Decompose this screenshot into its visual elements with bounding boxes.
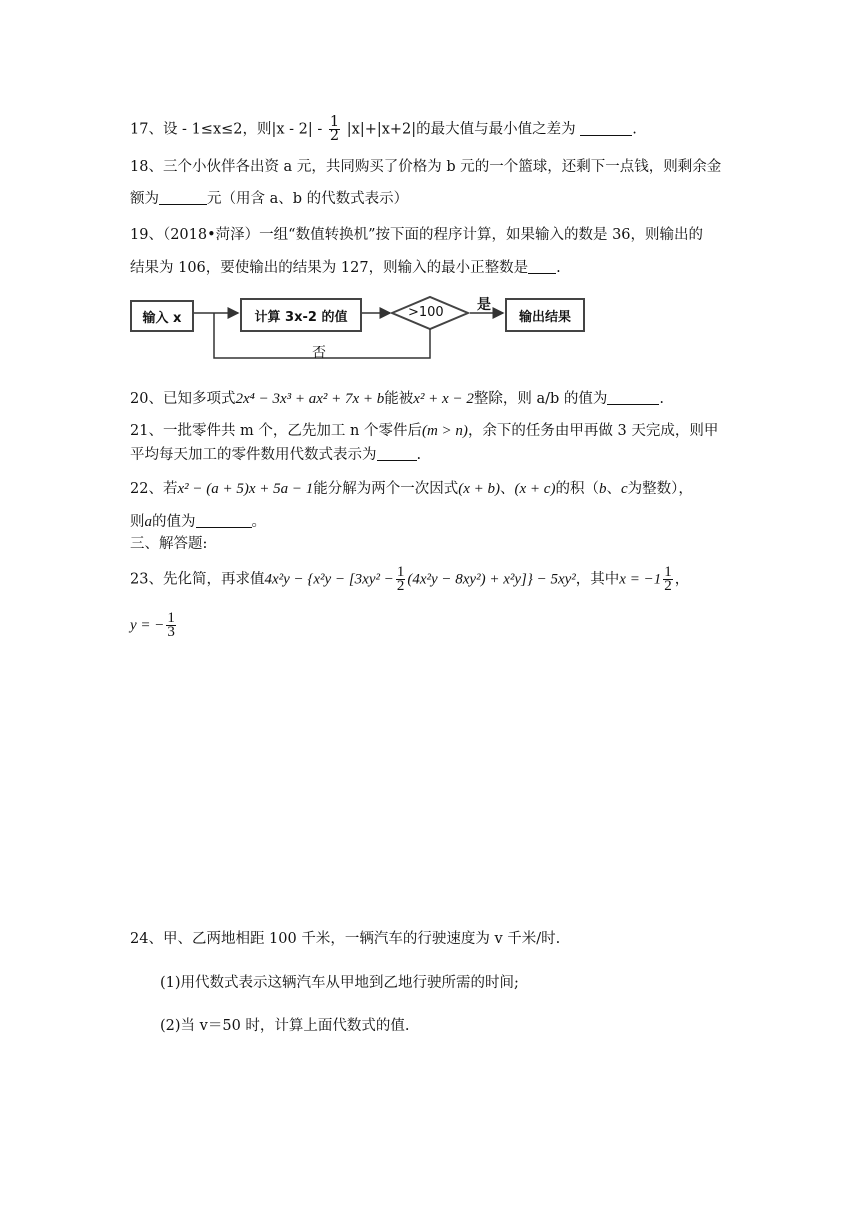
section-heading: 三、解答题: [130, 536, 208, 552]
y-fraction: $\frac{1}{3}$ [167, 610, 175, 640]
flowchart [130, 292, 590, 364]
question-19-line-2: 结果为 106，要使输出的结果为 127，则输入的最小正整数是 . [130, 260, 561, 276]
question-18-line-2: 额为 元（用含 a、b 的代数式表示） [130, 191, 409, 207]
question-22-line-2: 则a的值为 。 [130, 514, 266, 530]
flow-input-box: 输入 x [130, 300, 194, 332]
q17-fraction: $\frac{1}{2}$ [329, 114, 340, 144]
q17-text: 17、设 - 1≤x≤2，则|x - 2| - [130, 121, 323, 138]
flowchart-connectors [130, 292, 590, 364]
question-21-line-2: 平均每天加工的零件数用代数式表示为 . [130, 447, 422, 463]
question-24-part-1: (1)用代数式表示这辆汽车从甲地到乙地行驶所需的时间; [160, 975, 519, 991]
answer-blank[interactable] [607, 390, 659, 405]
x-fraction: $\frac{1}{2}$ [664, 564, 672, 594]
flow-yes-label: 是 [477, 297, 491, 313]
flow-condition-label: >100 [408, 305, 444, 320]
question-19-line-1: 19、（2018•菏泽）一组“数值转换机”按下面的程序计算，如果输入的数是 36，则输出的 [130, 227, 704, 243]
question-18-line-1: 18、三个小伙伴各出资 a 元，共同购买了价格为 b 元的一个篮球，还剩下一点钱，则剩余金 [130, 159, 722, 175]
polynomial: 2x⁴ − 3x³ + ax² + 7x + b [235, 391, 385, 407]
q17-text-2: |x|+|x+2|的最大值与最小值之差为 [346, 121, 576, 138]
question-17: 17、设 - 1≤x≤2，则|x - 2| - $\frac{1}{2}$ |x|+|x+2|的最大值与最小值之差为 . [130, 114, 637, 144]
flow-compute-box: 计算 3x-2 的值 [240, 298, 362, 332]
flow-output-box: 输出结果 [505, 298, 585, 332]
question-21-line-1: 21、一批零件共 m 个，乙先加工 n 个零件后(m > n)，余下的任务由甲再做 3 天完成，则甲 [130, 423, 719, 439]
answer-blank[interactable] [377, 446, 417, 461]
answer-blank[interactable] [580, 121, 632, 136]
answer-blank[interactable] [196, 513, 252, 528]
question-22-line-1: 22、若x² − (a + 5)x + 5a − 1能分解为两个一次因式(x + b)、(x + c)的积（b、c为整数）， [130, 481, 693, 497]
flow-no-label: 否 [312, 345, 326, 361]
question-23-line-2: y = − $\frac{1}{3}$ [130, 610, 175, 640]
answer-blank[interactable] [159, 190, 207, 205]
divisor: x² + x − 2 [413, 391, 474, 407]
half-fraction: $\frac{1}{2}$ [396, 564, 405, 594]
answer-blank[interactable] [528, 259, 556, 274]
question-20: 20、已知多项式2x⁴ − 3x³ + ax² + 7x + b能被x² + x − 2整除，则 a/b 的值为 . [130, 391, 664, 407]
question-24-part-2: (2)当 v＝50 时，计算上面代数式的值. [160, 1018, 410, 1034]
question-23-line-1: 23、先化简，再求值4x²y − {x²y − [3xy² − $\frac{1}{2}$ (4x²y − 8xy²) + x²y]} − 5xy²，其中x = −1 $\frac{1}{2}$ ， [130, 564, 690, 594]
question-24: 24、甲、乙两地相距 100 千米，一辆汽车的行驶速度为 v 千米/时. [130, 931, 561, 947]
